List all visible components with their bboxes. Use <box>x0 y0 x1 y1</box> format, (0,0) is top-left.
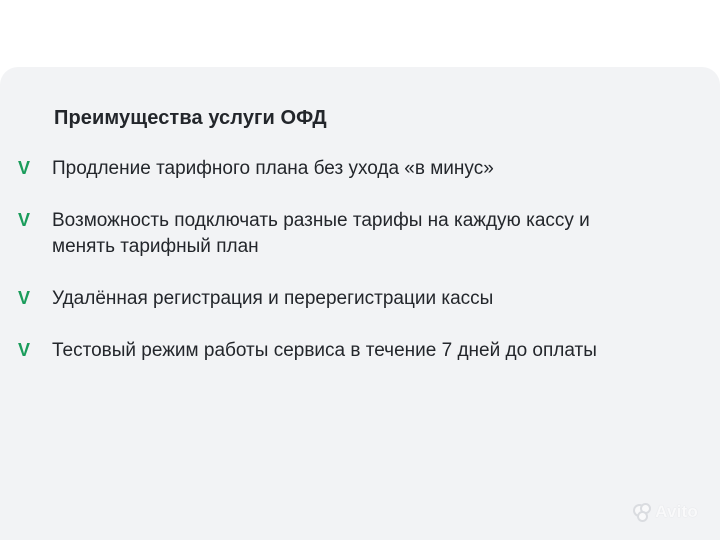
check-icon: V <box>18 340 31 360</box>
list-item <box>16 156 690 182</box>
card-content <box>16 107 690 390</box>
avito-logo-icon <box>633 503 651 521</box>
watermark <box>633 502 698 522</box>
list-item-label: Удалённая регистрация и перерегистрации кассы <box>52 288 494 309</box>
list-item-label: Тестовый режим работы сервиса в течение 7 дней до оплаты <box>52 340 597 361</box>
check-icon: V <box>18 158 31 178</box>
list-item <box>16 286 690 312</box>
benefits-card <box>0 67 720 540</box>
check-icon: V <box>18 288 31 308</box>
list-item-label: Продление тарифного плана без ухода «в минус» <box>52 158 494 179</box>
check-icon: V <box>18 210 31 230</box>
watermark-label: Avito <box>655 502 698 521</box>
list-item <box>16 338 690 364</box>
page-title: Преимущества услуги ОФД <box>54 107 327 129</box>
list-item <box>16 208 690 260</box>
benefits-list <box>16 156 690 364</box>
list-item-label: Возможность подключать разные тарифы на каждую кассу и менять тарифный план <box>52 210 590 257</box>
